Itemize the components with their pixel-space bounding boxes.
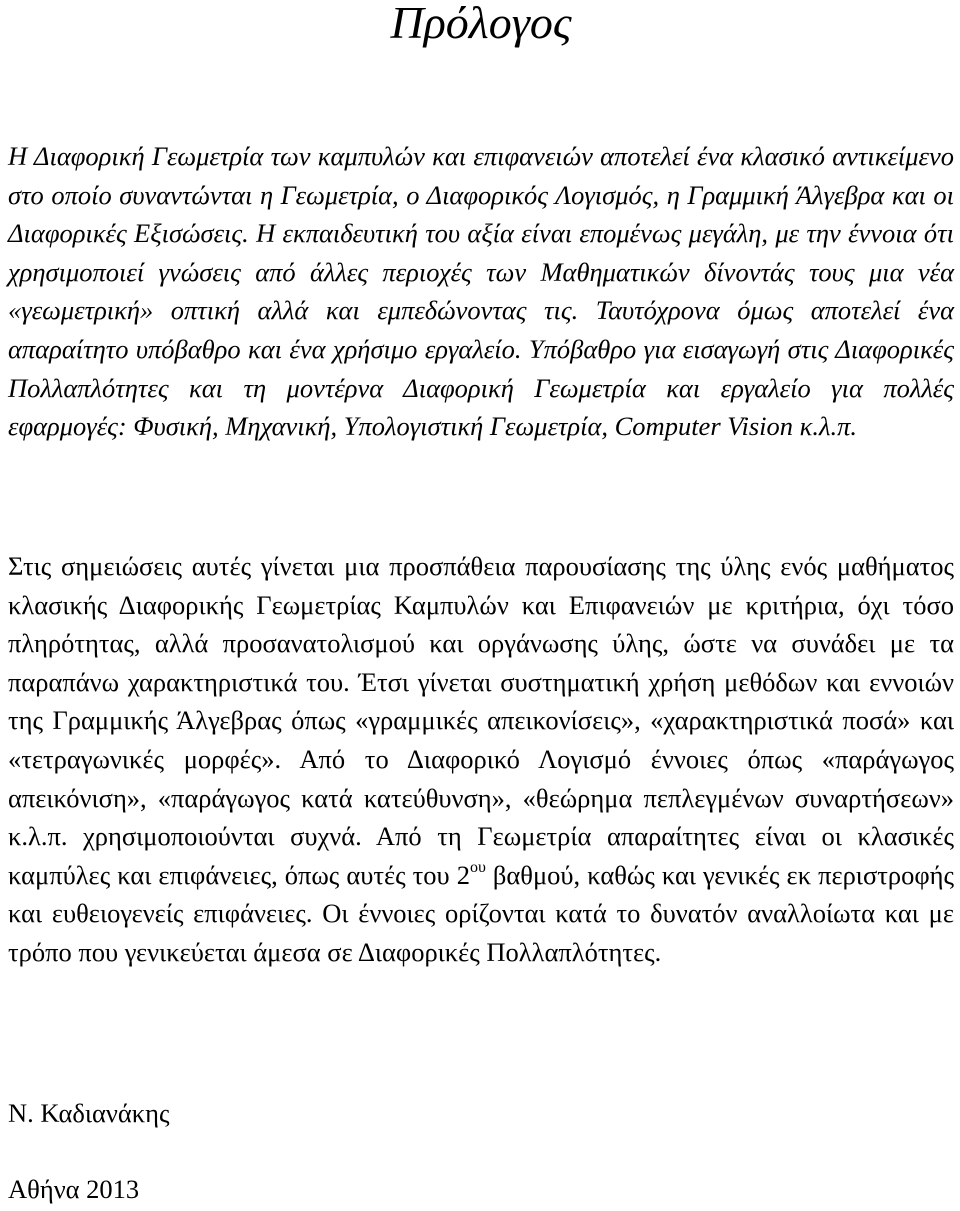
document-page [8, 0, 954, 1204]
paragraph-notes-text-1: Στις σημειώσεις αυτές γίνεται μια προσπάθεια παρουσίασης της ύλης ενός μαθήματος κλασικής Διαφορικής Γεωμετρίας Καμπυλών και Επιφανειών με κριτήρια, όχι τόσο πληρότητας, αλλά προσανατολισμού και οργάνωσης ύλης, ώστε να συνάδει με τα παραπάνω χαρακτηριστικά του. Έτσι γίνεται συστηματική χρήση μεθόδων και εννοιών της Γραμμικής Άλγεβρας όπως «γραμμικές απεικονίσεις», «χαρακτηριστικά ποσά» και «τετραγωνικές μορφές». Από το Διαφορικό Λογισμό έννοιες όπως «παράγωγος απεικόνιση», «παράγωγος κατά κατεύθυνση», «θεώρημα πεπλεγμένων συναρτήσεων» κ.λ.π. χρησιμοποιούνται συχνά. Από τη Γεωμετρία απαραίτητες είναι οι κλασικές καμπύλες και επιφάνειες, όπως αυτές του 2 [8, 551, 954, 890]
signature-place-date: Αθήνα 2013 [8, 1174, 140, 1204]
signature-author: Ν. Καδιανάκης [8, 1098, 170, 1128]
superscript-ordinal: ου [469, 858, 486, 876]
paragraph-notes [8, 547, 954, 972]
paragraph-notes-text-2: βαθμού, καθώς και γενικές εκ περιστροφής και ευθειογενείς επιφάνειες. Οι έννοιες ορίζονται κατά το δυνατόν αναλλοίωτα και με τρόπο που γενικεύεται άμεσα σε Διαφορικές Πολλαπλότητες. [8, 859, 954, 967]
page-title: Πρόλογος [390, 0, 572, 48]
paragraph-intro: Η Διαφορική Γεωμετρία των καμπυλών και επιφανειών αποτελεί ένα κλασικό αντικείμενο στο οποίο συναντώνται η Γεωμετρία, ο Διαφορικός Λογισμός, η Γραμμική Άλγεβρα και οι Διαφορικές Εξισώσεις. Η εκπαιδευτική του αξία είναι επομένως μεγάλη, με την έννοια ότι χρησιμοποιεί γνώσεις από άλλες περιοχές των Μαθηματικών δίνοντάς τους μια νέα «γεωμετρική» οπτική αλλά και εμπεδώνοντας τις. Ταυτόχρονα όμως αποτελεί ένα απαραίτητο υπόβαθρο και ένα χρήσιμο εργαλείο. Υπόβαθρο για εισαγωγή στις Διαφορικές Πολλαπλότητες και τη μοντέρνα Διαφορική Γεωμετρία και εργαλείο για πολλές εφαρμογές: Φυσική, Μηχανική, Υπολογιστική Γεωμετρία, Computer Vision κ.λ.π. [8, 141, 954, 442]
